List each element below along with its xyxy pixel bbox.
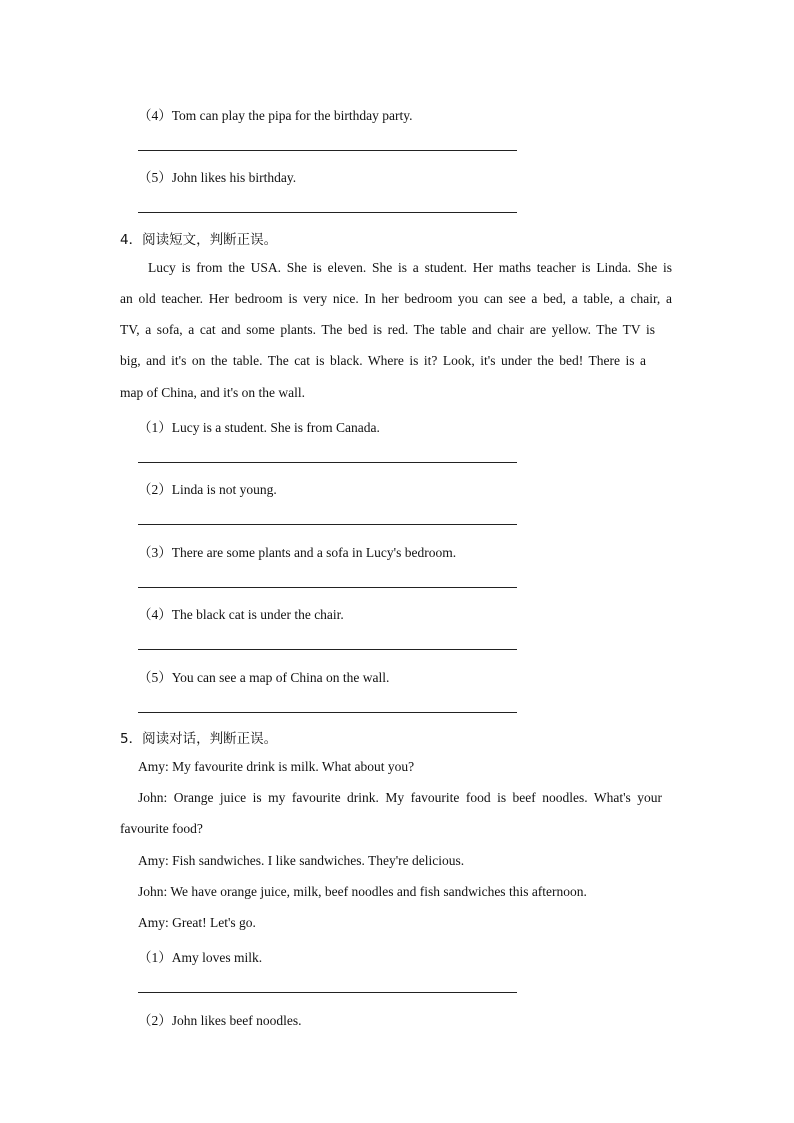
passage-line: an old teacher. Her bedroom is very nice. In her bedroom you can see a bed, a table, a chair, a xyxy=(120,291,672,306)
passage-line: TV, a sofa, a cat and some plants. The bed is red. The table and chair are yellow. The TV is xyxy=(120,322,655,337)
answer-line[interactable] xyxy=(138,212,517,213)
section-4-heading: 4．阅读短文，判断正误。 xyxy=(120,232,278,248)
answer-line[interactable] xyxy=(138,524,517,525)
dialogue-line: favourite food? xyxy=(120,821,203,836)
question-4-1: （1）Lucy is a student. She is from Canada. xyxy=(138,420,380,435)
question-3-5: （5）John likes his birthday. xyxy=(138,170,297,185)
answer-line[interactable] xyxy=(138,150,517,151)
answer-line[interactable] xyxy=(138,992,517,993)
passage-line: big, and it's on the table. The cat is black. Where is it? Look, it's under the bed! There is a xyxy=(120,353,646,368)
question-5-2: （2）John likes beef noodles. xyxy=(138,1013,302,1028)
question-3-4: （4）Tom can play the pipa for the birthday party. xyxy=(138,108,413,123)
question-4-2: （2）Linda is not young. xyxy=(138,482,277,497)
dialogue-line: Amy: Great! Let's go. xyxy=(138,915,256,930)
passage-line: map of China, and it's on the wall. xyxy=(120,385,306,400)
answer-line[interactable] xyxy=(138,712,517,713)
dialogue-line: Amy: My favourite drink is milk. What about you? xyxy=(138,759,415,774)
dialogue-line: John: We have orange juice, milk, beef noodles and fish sandwiches this afternoon. xyxy=(138,884,587,899)
dialogue-line: John: Orange juice is my favourite drink. My favourite food is beef noodles. What's your xyxy=(138,790,662,805)
passage-line: Lucy is from the USA. She is eleven. She is a student. Her maths teacher is Linda. She is xyxy=(148,260,672,275)
section-5-heading: 5．阅读对话，判断正误。 xyxy=(120,731,278,747)
question-4-4: （4）The black cat is under the chair. xyxy=(138,607,344,622)
answer-line[interactable] xyxy=(138,462,517,463)
answer-line[interactable] xyxy=(138,649,517,650)
question-4-3: （3）There are some plants and a sofa in Lucy's bedroom. xyxy=(138,545,457,560)
answer-line[interactable] xyxy=(138,587,517,588)
dialogue-line: Amy: Fish sandwiches. I like sandwiches. They're delicious. xyxy=(138,853,465,868)
question-4-5: （5）You can see a map of China on the wall. xyxy=(138,670,390,685)
question-5-1: （1）Amy loves milk. xyxy=(138,950,263,965)
